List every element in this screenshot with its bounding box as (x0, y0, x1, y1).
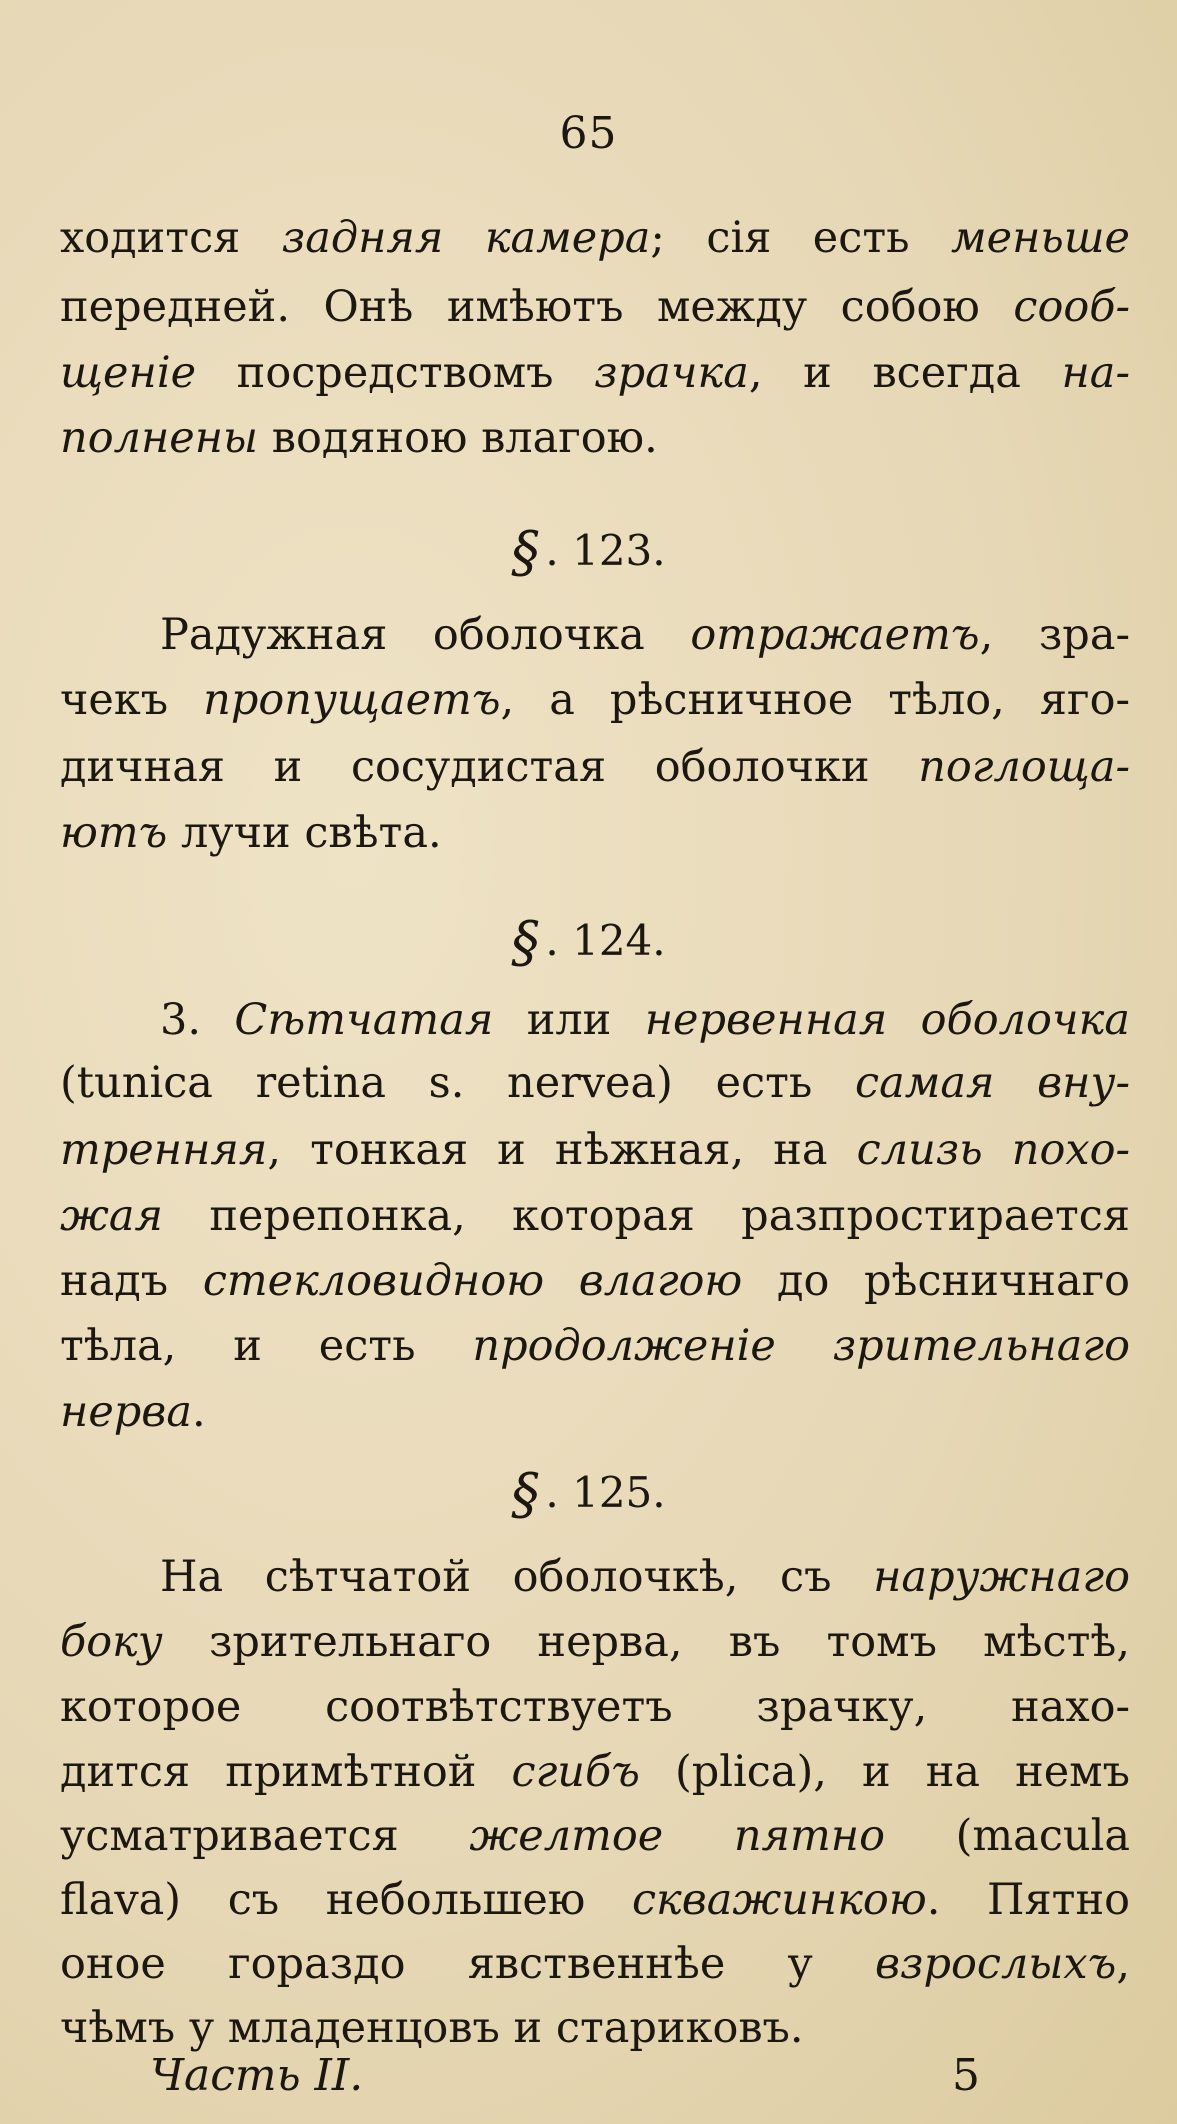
text-line (60, 1870, 1130, 1930)
text-line (60, 277, 1130, 337)
text-run: водяною влагою. (258, 413, 658, 463)
text-run: , тонкая и нѣжная, на (267, 1125, 857, 1175)
italic-run: пропущаетъ (203, 675, 501, 725)
text-run: передней. Онѣ имѣютъ между собою (60, 282, 1014, 332)
text-line (60, 1998, 1130, 2058)
text-line (160, 1547, 1130, 1607)
section-heading-124 (0, 910, 1177, 975)
text-line (60, 343, 1130, 403)
italic-run: тренняя (60, 1125, 268, 1175)
text-line (60, 408, 1130, 468)
text-run: которое соотвѣтствуетъ зрачку, нахо- (60, 1682, 1130, 1732)
text-line (60, 1382, 1130, 1442)
text-run: (tunica retina s. nervea) есть (60, 1058, 855, 1108)
italic-run: стекловидною влагою (202, 1256, 743, 1306)
text-line (160, 605, 1130, 665)
text-run: тѣла, и есть (60, 1321, 473, 1371)
section-number: . 125. (545, 1468, 666, 1517)
section-symbol: § (511, 520, 540, 585)
italic-run: сооб- (1013, 282, 1130, 332)
italic-run: ютъ (60, 808, 168, 858)
italic-run: меньше (950, 213, 1130, 263)
text-run: ; сія есть (650, 213, 951, 263)
text-run: дичная и сосудистая оболочки (60, 742, 919, 792)
section-number: . 124. (545, 916, 666, 965)
text-line (60, 1120, 1130, 1180)
signature-mark: Часть II. (150, 2050, 364, 2101)
section-number: . 123. (545, 526, 666, 575)
page-number: 65 (559, 108, 618, 159)
text-run: перепонка, которая разпростирается (163, 1191, 1130, 1241)
text-run: дится примѣтной (60, 1747, 512, 1797)
italic-run: полнены (60, 413, 259, 463)
text-run: 3. (160, 995, 235, 1045)
italic-run: щеніе (60, 348, 197, 398)
text-run: зрительнаго нерва, въ томъ мѣстѣ, (162, 1617, 1130, 1667)
text-run: чѣмъ у младенцовъ и стариковъ. (60, 2003, 804, 2053)
text-line (60, 1316, 1130, 1376)
text-run: чекъ (60, 675, 204, 725)
text-run: Радужная оболочка (160, 610, 691, 660)
italic-run: на- (1061, 348, 1130, 398)
text-run: . Пятно (926, 1875, 1130, 1925)
text-line (60, 737, 1130, 797)
text-run: лучи свѣта. (167, 808, 442, 858)
italic-run: слизь похо- (856, 1125, 1130, 1175)
text-run: , а рѣсничное тѣло, яго- (500, 675, 1130, 725)
italic-run: желтое пятно (469, 1811, 885, 1861)
section-heading-125 (0, 1462, 1177, 1527)
text-line (60, 803, 1130, 863)
text-line (60, 670, 1130, 730)
text-line (60, 208, 1130, 268)
italic-run: Сѣтчатая (234, 995, 494, 1045)
text-line (60, 1806, 1130, 1866)
text-run: посредствомъ (196, 348, 595, 398)
italic-run: нервенная оболочка (644, 995, 1130, 1045)
italic-run: жая (60, 1191, 163, 1241)
italic-run: наружнаго (873, 1552, 1130, 1602)
italic-run: сгибъ (511, 1747, 640, 1797)
italic-run: зрачка (594, 348, 749, 398)
italic-run: задняя камера (281, 213, 651, 263)
text-run: На сѣтчатой оболочкѣ, съ (160, 1552, 874, 1602)
italic-run: скважинкою (631, 1875, 927, 1925)
italic-run: отражаетъ (690, 610, 980, 660)
italic-run: самая вну- (855, 1058, 1130, 1108)
text-run: , зра- (979, 610, 1130, 660)
page-footer (150, 2050, 980, 2101)
text-run: (macula (884, 1811, 1130, 1861)
text-line (60, 1251, 1130, 1311)
text-line (60, 1612, 1130, 1672)
italic-run: продолженіе зрительнаго (472, 1321, 1130, 1371)
text-run: или (493, 995, 645, 1045)
text-run: до рѣсничнаго (742, 1256, 1130, 1306)
italic-run: боку (60, 1617, 163, 1667)
text-line (160, 990, 1130, 1050)
section-symbol: § (511, 1462, 540, 1527)
text-run: оное гораздо явственнѣе у (60, 1939, 876, 1989)
italic-run: поглоща- (918, 742, 1130, 792)
text-line (60, 1677, 1130, 1737)
text-line (60, 1186, 1130, 1246)
text-run: . (191, 1387, 206, 1437)
text-run: (plica), и на немъ (639, 1747, 1130, 1797)
text-run: ходится (60, 213, 282, 263)
text-run: усматривается (60, 1811, 470, 1861)
italic-run: нерва (60, 1387, 192, 1437)
text-run: , (1116, 1939, 1130, 1989)
text-line (60, 1742, 1130, 1802)
text-run: надъ (60, 1256, 203, 1306)
text-line (60, 1934, 1130, 1994)
gathering-number: 5 (952, 2050, 980, 2101)
section-heading-123 (0, 520, 1177, 585)
italic-run: взрослыхъ (875, 1939, 1117, 1989)
section-symbol: § (511, 910, 540, 975)
text-run: flava) съ небольшею (60, 1875, 632, 1925)
text-run: , и всегда (748, 348, 1062, 398)
text-line (60, 1053, 1130, 1113)
